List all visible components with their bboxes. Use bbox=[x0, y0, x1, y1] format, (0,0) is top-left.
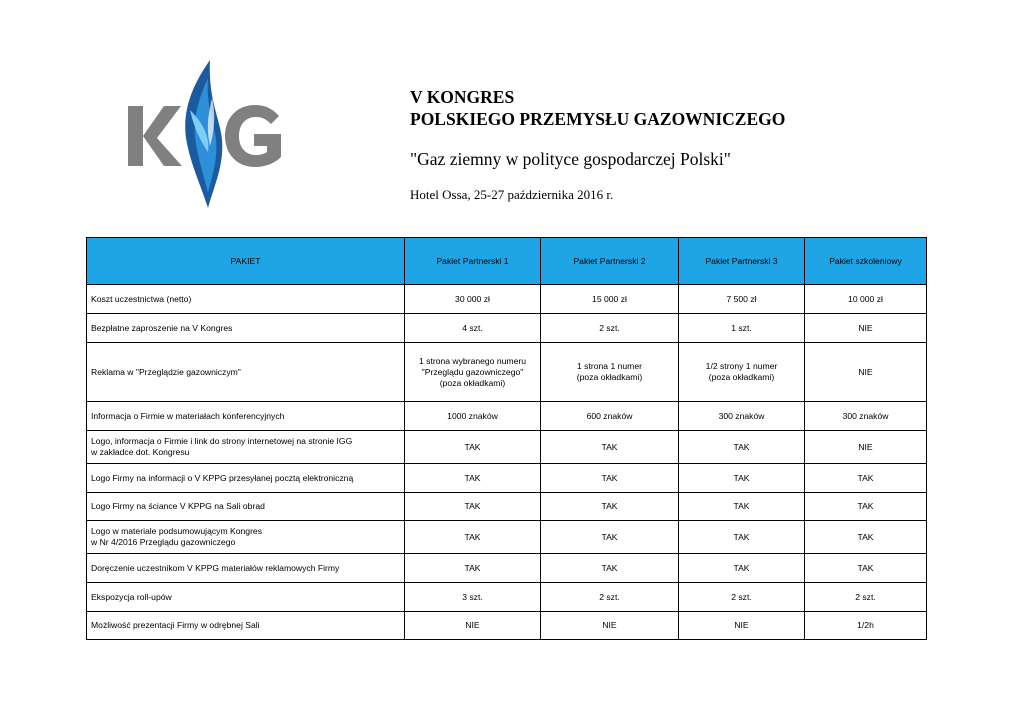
cell-value: 7 500 zł bbox=[679, 285, 805, 314]
venue-date: Hotel Ossa, 25-27 października 2016 r. bbox=[410, 187, 614, 202]
column-header-pakiet: PAKIET bbox=[87, 238, 405, 285]
cell-value: 10 000 zł bbox=[805, 285, 927, 314]
cell-value: 1/2 strony 1 numer (poza okładkami) bbox=[679, 343, 805, 402]
cell-value: TAK bbox=[679, 554, 805, 583]
row-label: Logo Firmy na ściance V KPPG na Sali obrad bbox=[87, 493, 405, 521]
column-header-partner-3: Pakiet Partnerski 3 bbox=[679, 238, 805, 285]
table-row bbox=[87, 431, 927, 464]
cell-value: TAK bbox=[541, 554, 679, 583]
cell-value: TAK bbox=[805, 493, 927, 521]
row-label: Bezpłatne zaproszenie na V Kongres bbox=[87, 314, 405, 343]
logo-flame-icon bbox=[185, 60, 222, 208]
row-label: Logo Firmy na informacji o V KPPG przesyłanej pocztą elektroniczną bbox=[87, 464, 405, 493]
document-header bbox=[410, 86, 785, 203]
cell-value: TAK bbox=[405, 431, 541, 464]
table-row bbox=[87, 402, 927, 431]
cell-value: TAK bbox=[405, 464, 541, 493]
table-row bbox=[87, 583, 927, 612]
cell-value: NIE bbox=[405, 612, 541, 640]
table-row bbox=[87, 521, 927, 554]
table-header-row bbox=[87, 238, 927, 285]
cell-value: 600 znaków bbox=[541, 402, 679, 431]
cell-value: NIE bbox=[541, 612, 679, 640]
title-line-1: V KONGRES bbox=[410, 87, 515, 107]
cell-value: TAK bbox=[541, 493, 679, 521]
table-row bbox=[87, 285, 927, 314]
row-label: Logo w materiale podsumowującym Kongres w Nr 4/2016 Przeglądu gazowniczego bbox=[87, 521, 405, 554]
cell-value: TAK bbox=[805, 464, 927, 493]
logo-letter-g bbox=[225, 105, 281, 167]
cell-value: TAK bbox=[805, 521, 927, 554]
cell-value: NIE bbox=[805, 343, 927, 402]
table-row bbox=[87, 554, 927, 583]
cell-value: 1000 znaków bbox=[405, 402, 541, 431]
cell-value: 300 znaków bbox=[679, 402, 805, 431]
cell-value: TAK bbox=[541, 464, 679, 493]
row-label: Informacja o Firmie w materiałach konferencyjnych bbox=[87, 402, 405, 431]
cell-value: 2 szt. bbox=[805, 583, 927, 612]
cell-value: 2 szt. bbox=[541, 314, 679, 343]
cell-value: TAK bbox=[679, 464, 805, 493]
cell-value: TAK bbox=[679, 521, 805, 554]
cell-value: TAK bbox=[679, 493, 805, 521]
table-row bbox=[87, 314, 927, 343]
row-label: Możliwość prezentacji Firmy w odrębnej Sali bbox=[87, 612, 405, 640]
cell-value: TAK bbox=[805, 554, 927, 583]
title-line-2: POLSKIEGO PRZEMYSŁU GAZOWNICZEGO bbox=[410, 109, 786, 129]
conference-subtitle: "Gaz ziemny w polityce gospodarczej Polski" bbox=[410, 149, 731, 169]
cell-value: 1 strona 1 numer (poza okładkami) bbox=[541, 343, 679, 402]
row-label: Ekspozycja roll-upów bbox=[87, 583, 405, 612]
cell-value: TAK bbox=[679, 431, 805, 464]
cell-value: NIE bbox=[805, 431, 927, 464]
row-label: Reklama w "Przeglądzie gazowniczym" bbox=[87, 343, 405, 402]
logo-letter-k bbox=[128, 106, 182, 166]
table-row bbox=[87, 343, 927, 402]
cell-value: TAK bbox=[405, 493, 541, 521]
cell-value: 1 szt. bbox=[679, 314, 805, 343]
row-label: Logo, informacja o Firmie i link do strony internetowej na stronie IGG w zakładce dot. Kongresu bbox=[87, 431, 405, 464]
cell-value: 1/2h bbox=[805, 612, 927, 640]
column-header-szkoleniowy: Pakiet szkoleniowy bbox=[805, 238, 927, 285]
table-body bbox=[87, 285, 927, 640]
cell-value: 30 000 zł bbox=[405, 285, 541, 314]
row-label: Doręczenie uczestnikom V KPPG materiałów reklamowych Firmy bbox=[87, 554, 405, 583]
cell-value: 4 szt. bbox=[405, 314, 541, 343]
cell-value: TAK bbox=[541, 521, 679, 554]
cell-value: NIE bbox=[805, 314, 927, 343]
cell-value: NIE bbox=[679, 612, 805, 640]
cell-value: 15 000 zł bbox=[541, 285, 679, 314]
cell-value: TAK bbox=[405, 521, 541, 554]
package-table bbox=[86, 237, 927, 640]
cell-value: 2 szt. bbox=[679, 583, 805, 612]
cell-value: 300 znaków bbox=[805, 402, 927, 431]
cell-value: TAK bbox=[541, 431, 679, 464]
cell-value: 1 strona wybranego numeru "Przeglądu gazowniczego" (poza okładkami) bbox=[405, 343, 541, 402]
table-row bbox=[87, 493, 927, 521]
cell-value: 3 szt. bbox=[405, 583, 541, 612]
table-row bbox=[87, 464, 927, 493]
cell-value: 2 szt. bbox=[541, 583, 679, 612]
column-header-partner-2: Pakiet Partnerski 2 bbox=[541, 238, 679, 285]
kig-logo bbox=[124, 58, 290, 213]
table-row bbox=[87, 612, 927, 640]
row-label: Koszt uczestnictwa (netto) bbox=[87, 285, 405, 314]
column-header-partner-1: Pakiet Partnerski 1 bbox=[405, 238, 541, 285]
cell-value: TAK bbox=[405, 554, 541, 583]
